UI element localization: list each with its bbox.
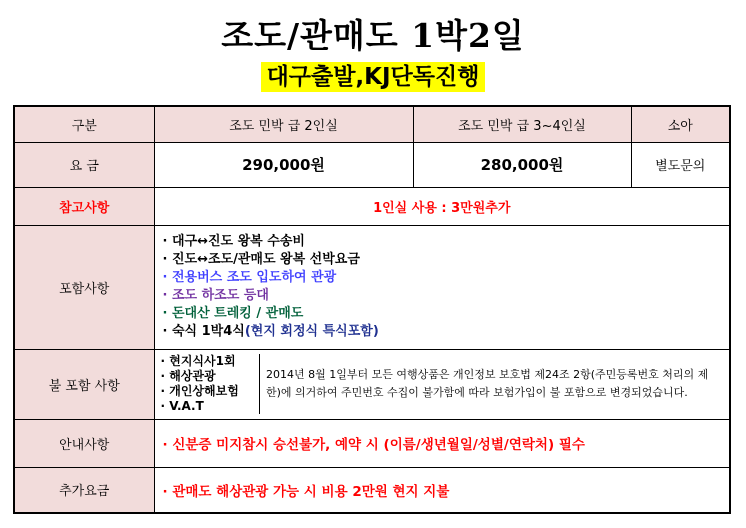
list-item: · 진도↔조도/관매도 왕복 선박요금 [162,252,360,267]
insurance-notice: 2014년 8월 1일부터 모든 여행상품은 개인정보 보호법 제24조 2항(주민등록번호 처리의 제한)에 의거하여 주민번호 수집이 불가함에 따라 보험가입이 불 포함으로 변경되었습니다. [266,368,709,399]
list-item: · 조도 하조도 등대 [162,288,269,303]
list-item: · 돈대산 트레킹 / 관매도 [162,306,304,321]
meal-note: (현지 회정식 특식포함) [244,324,379,339]
table-row-reference [14,187,730,225]
fee-child: 별도문의 [631,142,730,187]
header-room-2: 조도 민박 급 2인실 [154,106,413,142]
tour-info-table [13,105,731,514]
header-child: 소아 [631,106,730,142]
table-row-extra [14,467,730,513]
extra-text: · 관매도 해상관광 가능 시 비용 2만원 현지 지불 [154,467,730,513]
guide-label: 안내사항 [14,419,154,467]
list-item: · 개인상해보험 [160,384,239,398]
list-item: · 전용버스 조도 입도하여 관광 [162,270,337,285]
table-row-included [14,225,730,349]
reference-label: 참고사항 [14,187,154,225]
table-row-header [14,106,730,142]
table-row-excluded [14,349,730,419]
page-title: 조도/관매도 1박2일 [221,16,525,55]
page-subtitle: 대구출발,KJ단독진행 [261,62,486,92]
table-row-guide [14,419,730,467]
table-row-fee [14,142,730,187]
list-item: · V.A.T [160,399,204,413]
list-item: · 숙식 1박4식(현지 회정식 특식포함) [162,324,379,339]
list-item: · 현지식사1회 [160,354,236,368]
guide-text: · 신분증 미지참시 승선불가, 예약 시 (이름/생년월일/성별/연락처) 필수 [154,419,730,467]
included-list [154,225,730,349]
list-item: · 해상관광 [160,369,216,383]
list-item: · 대구↔진도 왕복 수송비 [162,234,305,249]
header-room-34: 조도 민박 급 3~4인실 [413,106,631,142]
included-label: 포함사항 [14,225,154,349]
excluded-list [155,354,260,414]
fee-room-34: 280,000원 [413,142,631,187]
extra-label: 추가요금 [14,467,154,513]
fee-label: 요 금 [14,142,154,187]
reference-text: 1인실 사용 : 3만원추가 [154,187,730,225]
header-label: 구분 [14,106,154,142]
fee-room-2: 290,000원 [154,142,413,187]
excluded-label: 불 포함 사항 [14,349,154,419]
